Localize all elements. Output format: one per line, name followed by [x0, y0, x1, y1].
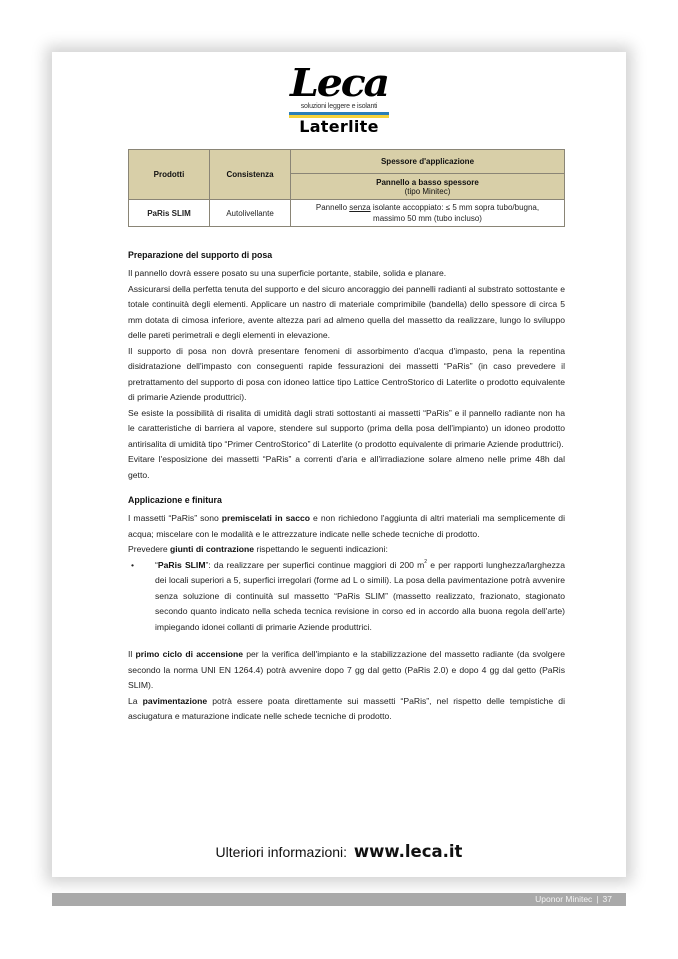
- logo-company: Laterlite: [299, 117, 379, 136]
- text: rispettando le seguenti indicazioni:: [254, 544, 388, 554]
- header-consistenza: Consistenza: [210, 150, 291, 200]
- website-link[interactable]: www.leca.it: [353, 842, 463, 861]
- paragraph: [128, 511, 565, 542]
- bold-text: premiscelati in sacco: [221, 513, 310, 523]
- bold-text: pavimentazione: [142, 695, 208, 706]
- document-body: [128, 248, 565, 725]
- text: e per rapporti lunghezza/larghezza dei locali superiori a 5, superfici irregolari (forme ad L o simili). La posa della pavimentazione potrà avvenire senza soluzione di continuità sul massetto “PaRis SLIM” (massetto realizzato, frazionato, stagionato secondo quanto indicato nella scheda tecnica revisione in corso ed in accordo alla buona regola dell'arte) impiegando idonei collanti di primarie Aziende produttrici.: [155, 559, 565, 632]
- spacer: [128, 635, 565, 647]
- paragraph: Assicurarsi della perfetta tenuta del supporto e del sicuro ancoraggio dei pannelli radianti al substrato sottostante e totale continuità degli elementi. Applicare un nastro di materiale comprimibile (bandella) dello spessore di circa 5 mm dotata di cimosa inferiore, avente altezza pari ad almeno quella del massetto da realizzare, lungo lo sviluppo delle pareti perimetrali e degli elementi in elevazione.: [128, 283, 565, 340]
- cell-consistency: Autolivellante: [210, 200, 291, 227]
- text: e non richiedono l'aggiunta di altri materiali ma semplicemente di acqua; miscelare con le modalità e le attrezzature indicate nelle schede tecniche di prodotto.: [128, 513, 565, 539]
- paragraph: [128, 694, 565, 725]
- paragraph: Il supporto di posa non dovrà presentare fenomeni di assorbimento d'acqua d'impasto, pena la repentina disidratazione dell'impasto con conseguenti rapide fessurazioni dei massetti “PaRis” (in caso prevedere il pretrattamento del supporto di posa con idoneo lattice tipo Lattice CentroStorico di Laterlite o prodotto equivalente di primarie Aziende produttrici).: [128, 345, 565, 402]
- page-footer: [52, 893, 626, 906]
- thickness-underlined: senza: [349, 203, 371, 212]
- footer-separator: |: [596, 894, 599, 904]
- table-header-row: [129, 150, 565, 174]
- thickness-text: isolante accoppiato: ≤ 5 mm sopra tubo/bugna,: [370, 203, 540, 212]
- header-pannello-note: (tipo Minitec): [404, 186, 451, 196]
- paragraph: Se esiste la possibilità di risalita di umidità dagli strati sottostanti ai massetti “PaRis” e il pannello radiante non ha le caratteristiche di barriera al vapore, stendere sul supporto (prima della posa dell'impianto) un idoneo prodotto antirisalita di umidità tipo “Primer CentroStorico” di Laterlite (o prodotto equivalente di primarie Aziende produttrici).: [128, 407, 565, 449]
- footer-doc-name: Uponor Minitec: [535, 894, 593, 904]
- paragraph: [128, 542, 565, 558]
- paragraph: Evitare l'esposizione dei massetti “PaRis” a correnti d'aria e all'irradiazione solare almeno nelle prime 48h dal getto.: [128, 454, 565, 480]
- bullet-icon: •: [131, 559, 135, 570]
- product-spec-table: [128, 149, 565, 227]
- text: “: [155, 559, 158, 570]
- text: La: [128, 695, 143, 706]
- thickness-text: Pannello: [315, 203, 350, 212]
- text: I massetti “PaRis” sono: [128, 513, 222, 523]
- logo-tagline: soluzioni leggere e isolanti: [300, 103, 378, 110]
- text: potrà essere poata direttamente sui massetti “PaRis”, nel rispetto delle tempistiche di asciugatura e maturazione indicate nelle schede tecniche di prodotto.: [128, 695, 565, 721]
- superscript: 2: [424, 558, 428, 565]
- page-number: 37: [602, 894, 612, 904]
- more-info: [52, 842, 626, 861]
- table-row: [129, 200, 565, 227]
- text: Il: [128, 649, 136, 659]
- text: Prevedere: [128, 544, 171, 554]
- section-title-preparazione: Preparazione del supporto di posa: [128, 250, 273, 260]
- list-item: [128, 558, 565, 636]
- leca-laterlite-logo: [287, 60, 391, 136]
- bold-text: primo ciclo di accensione: [135, 649, 244, 659]
- paragraph: Il pannello dovrà essere posato su una superficie portante, stabile, solida e planare.: [128, 268, 447, 278]
- header-prodotti: Prodotti: [129, 150, 210, 200]
- document-page: [52, 52, 626, 877]
- cell-product: PaRis SLIM: [129, 200, 210, 227]
- logo-brand: Leca: [290, 60, 388, 105]
- header-pannello: [291, 174, 565, 200]
- text: ”: da realizzare per superfici continue maggiori di 200 m: [205, 559, 425, 570]
- header-pannello-title: Pannello a basso spessore: [376, 177, 479, 187]
- header-spessore: Spessore d'applicazione: [291, 150, 565, 174]
- spacer: [128, 483, 565, 493]
- cell-thickness: [291, 200, 565, 227]
- section-title-applicazione: Applicazione e finitura: [128, 495, 222, 505]
- paragraph: [128, 647, 565, 694]
- bold-text: PaRis SLIM: [157, 559, 206, 570]
- thickness-text-line2: massimo 50 mm (tubo incluso): [373, 214, 482, 223]
- more-info-label: Ulteriori informazioni:: [215, 844, 348, 860]
- bold-text: giunti di contrazione: [170, 544, 255, 554]
- text: per la verifica dell'impianto e la stabilizzazione del massetto radiante (da svolgere secondo la norma UNI EN 1264.4) potrà avvenire dopo 7 gg dal getto (PaRis 2.0) e dopo 4 gg dal getto (PaRis SLIM).: [128, 649, 565, 690]
